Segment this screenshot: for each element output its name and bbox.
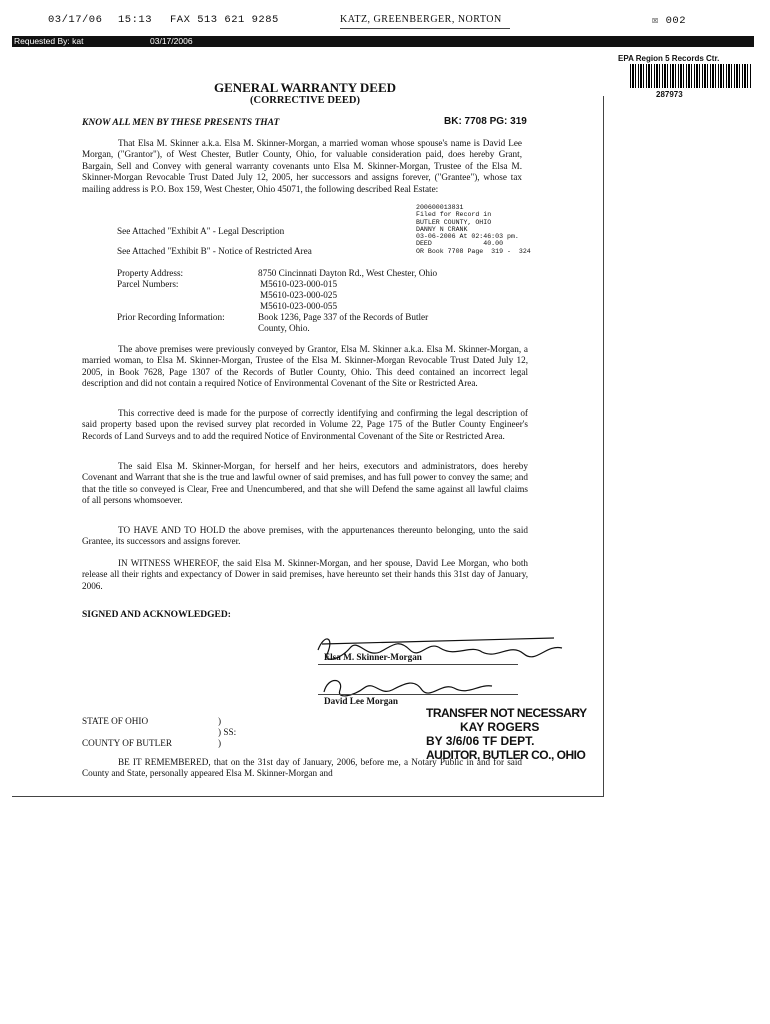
parcel-1: M5610-023-000-015 xyxy=(260,279,338,289)
request-bar xyxy=(12,36,754,47)
fax-sender: KATZ, GREENBERGER, NORTON xyxy=(340,14,502,25)
corrective-purpose-paragraph: This corrective deed is made for the purpose of correctly identifying and confirming the legal description of said property based upon the revised survey plat recorded in Volume 22, Page 175 of the Butler County Engineer's Records of Land Surveys and to add the required Notice of Environmental Covenant of the Site or Restricted Area. xyxy=(82,408,528,441)
transfer-line-4: AUDITOR, BUTLER CO., OHIO xyxy=(426,748,586,762)
fax-time: 15:13 xyxy=(118,14,153,26)
fax-date: 03/17/06 xyxy=(48,14,103,26)
notary-paragraph: BE IT REMEMBERED, that on the 31st day of January, 2006, before me, a Notary Public in and for said County and State, personally appeared Elsa M. Skinner-Morgan and xyxy=(82,757,522,779)
covenant-paragraph: The said Elsa M. Skinner-Morgan, for herself and her heirs, executors and administrators, does hereby Covenant and Warrant that she is the true and lawful owner of said premises, and has full power to convey the same; and that the title so conveyed is Clear, Free and Unencumbered, and that she will Defend the same against all lawful claims of all persons whomsoever. xyxy=(82,461,528,506)
county-of-butler: COUNTY OF BUTLER xyxy=(82,738,173,748)
fax-number: FAX 513 621 9285 xyxy=(170,14,279,26)
request-date: 03/17/2006 xyxy=(150,36,193,46)
requested-by: Requested By: kat xyxy=(14,36,84,46)
parcel-label: Parcel Numbers: xyxy=(117,279,179,289)
right-border xyxy=(603,96,604,796)
address-value: 8750 Cincinnati Dayton Rd., West Chester, Ohio xyxy=(258,268,438,278)
fax-page: ☒ 002 xyxy=(652,15,687,27)
barcode xyxy=(630,64,752,88)
signer-1-name: Elsa M. Skinner-Morgan xyxy=(324,652,422,662)
book-page: BK: 7708 PG: 319 xyxy=(444,116,527,127)
venue-paren-bottom: ) xyxy=(218,738,222,748)
know-all: KNOW ALL MEN BY THESE PRESENTS THAT xyxy=(82,118,280,128)
page-subtitle: (CORRECTIVE DEED) xyxy=(250,95,360,106)
signed-acknowledged: SIGNED AND ACKNOWLEDGED: xyxy=(82,610,231,620)
exhibit-a: See Attached "Exhibit A" - Legal Description xyxy=(117,226,285,236)
prior-2: County, Ohio. xyxy=(258,323,310,333)
address-label: Property Address: xyxy=(117,268,184,278)
fax-page-icon: ☒ xyxy=(652,15,666,27)
parcel-3: M5610-023-000-055 xyxy=(260,301,338,311)
habendum-paragraph: TO HAVE AND TO HOLD the above premises, with the appurtenances thereunto belonging, unto the said Grantee, its successors and assigns forever. xyxy=(82,525,528,547)
state-of-ohio: STATE OF OHIO xyxy=(82,716,149,726)
epa-label: EPA Region 5 Records Ctr. xyxy=(618,54,720,63)
exhibit-b: See Attached "Exhibit B" - Notice of Restricted Area xyxy=(117,246,312,256)
parcel-2: M5610-023-000-025 xyxy=(260,290,338,300)
transfer-line-1: TRANSFER NOT NECESSARY xyxy=(426,706,587,720)
signer-2-name: David Lee Morgan xyxy=(324,696,399,706)
prior-1: Book 1236, Page 337 of the Records of Butler xyxy=(258,312,429,322)
prior-conveyance-paragraph: The above premises were previously conveyed by Grantor, Elsa M. Skinner a.k.a. Elsa M. Skinner-Morgan, a married woman, to Elsa M. Skinner-Morgan, Trustee of the Elsa M. Skinner-Morgan Revocable Trust Dated July 12, 2005, in Book 7628, Page 1307 of the Records of Butler County, Ohio. This deed contained an incorrect legal description and did not contain a required Notice of Environmental Covenant of the Site or Restricted Area. xyxy=(82,344,528,389)
transfer-line-2: KAY ROGERS xyxy=(460,720,540,734)
signature-line-2 xyxy=(318,694,518,695)
recording-stamp: 200600013831 Filed for Record in BUTLER COUNTY, OHIO DANNY N CRANK 03-06-2006 At 02:46:03 pm. DEED 40.00 OR Book 7708 Page 319 - 324 xyxy=(416,204,531,255)
bottom-border xyxy=(12,796,604,797)
prior-label: Prior Recording Information: xyxy=(117,312,225,322)
venue-ss: ) SS: xyxy=(218,727,237,737)
header-underline xyxy=(340,28,510,29)
grant-paragraph: That Elsa M. Skinner a.k.a. Elsa M. Skinner-Morgan, a married woman whose spouse's name is David Lee Morgan, ("Grantor"), of West Chester, Butler County, Ohio, for valuable consideration paid, does hereby Grant, Bargain, Sell and Convey with general warranty covenants unto Elsa M. Skinner-Morgan, Trustee of the Elsa M. Skinner-Morgan Revocable Trust Dated July 12, 2005, her successors and assigns forever, ("Grantee"), whose tax mailing address is P.O. Box 159, West Chester, Ohio 45071, the following described Real Estate: xyxy=(82,138,522,194)
transfer-line-3: BY 3/6/06 TF DEPT. xyxy=(426,734,535,748)
witness-paragraph: IN WITNESS WHEREOF, the said Elsa M. Skinner-Morgan, and her spouse, David Lee Morgan, who both release all their rights and expectancy of Dower in said premises, have hereunto set their hands this 31st day of January, 2006. xyxy=(82,558,528,591)
venue-paren-top: ) xyxy=(218,716,222,726)
epa-number: 287973 xyxy=(656,90,683,99)
signature-line-1 xyxy=(318,664,518,665)
page-title: GENERAL WARRANTY DEED xyxy=(213,80,397,95)
